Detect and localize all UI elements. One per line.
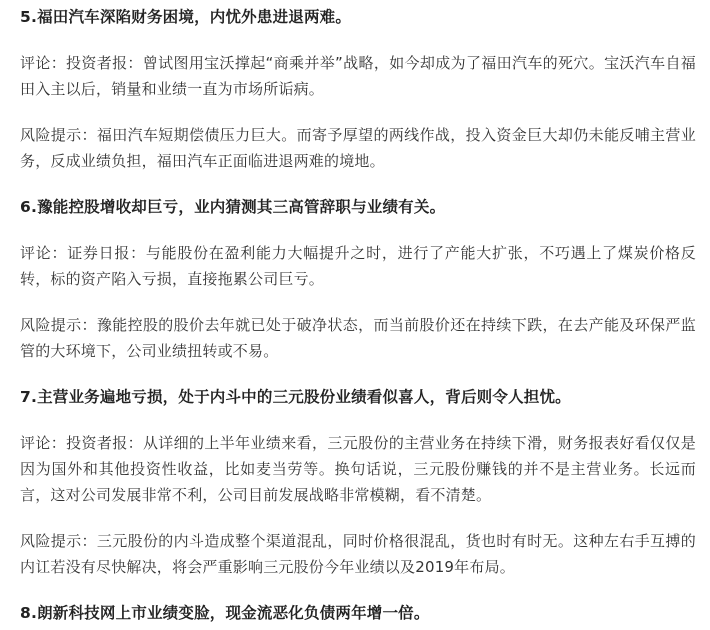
item-6-comment: 评论：证券日报：与能股份在盈利能力大幅提升之时，进行了产能大扩张，不巧遇上了煤炭价格反转，标的资产陷入亏损，直接拖累公司巨亏。 xyxy=(20,244,696,288)
item-5-comment: 评论：投资者报：曾试图用宝沃撑起“商乘并举”战略，如今却成为了福田汽车的死穴。宝沃汽车自福田入主以后，销量和业绩一直为市场所诟病。 xyxy=(20,54,696,98)
item-7-heading: 7.主营业务遍地亏损，处于内斗中的三元股份业绩看似喜人，背后则令人担忧。 xyxy=(20,388,571,406)
item-5-risk: 风险提示：福田汽车短期偿债压力巨大。而寄予厚望的两线作战，投入资金巨大却仍未能反哺主营业务，反成业绩负担，福田汽车正面临进退两难的境地。 xyxy=(20,126,696,170)
item-6-heading: 6.豫能控股增收却巨亏，业内猜测其三高管辞职与业绩有关。 xyxy=(20,198,446,216)
item-5-heading: 5.福田汽车深陷财务困境，内忧外患进退两难。 xyxy=(20,8,352,26)
article-body xyxy=(20,4,696,626)
item-7-risk: 风险提示：三元股份的内斗造成整个渠道混乱，同时价格很混乱，货也时有时无。这种左右手互搏的内讧若没有尽快解决，将会严重影响三元股份今年业绩以及2019年布局。 xyxy=(20,532,696,576)
item-8-heading: 8.朗新科技网上市业绩变脸，现金流恶化负债两年增一倍。 xyxy=(20,604,430,622)
item-6-risk: 风险提示：豫能控股的股价去年就已处于破净状态，而当前股价还在持续下跌，在去产能及环保严监管的大环境下，公司业绩扭转或不易。 xyxy=(20,316,696,360)
item-7-comment: 评论：投资者报：从详细的上半年业绩来看，三元股份的主营业务在持续下滑，财务报表好看仅仅是因为国外和其他投资性收益，比如麦当劳等。换句话说，三元股份赚钱的并不是主营业务。长远而言，这对公司发展非常不利，公司目前发展战略非常模糊，看不清楚。 xyxy=(20,434,696,504)
